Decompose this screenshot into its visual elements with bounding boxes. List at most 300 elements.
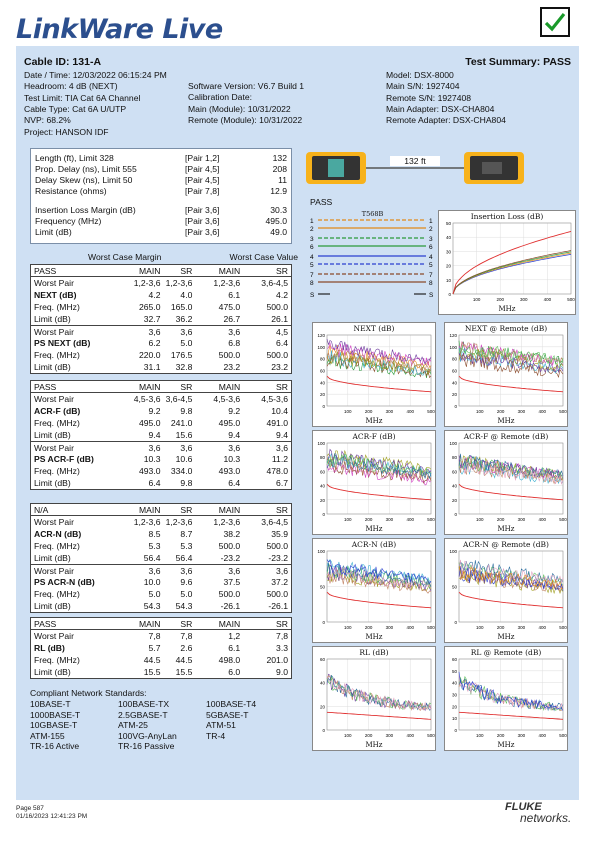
table-cell: 54.3 (143, 601, 161, 611)
plot-ytick: 40 (451, 380, 457, 386)
summary-value: 49.0 (270, 227, 287, 237)
table-cell: -26.1 (268, 601, 288, 611)
standard-item: ATM-51 (206, 720, 236, 730)
table-cell: 10.4 (271, 406, 288, 416)
table-row (31, 564, 291, 576)
standard-item: 100BASE-T4 (206, 699, 257, 709)
plot-ytick: 20 (319, 392, 325, 398)
summary-row (35, 164, 287, 175)
table-cell: 4.0 (180, 290, 193, 300)
standard-item: TR-16 Active (30, 741, 80, 751)
plot-xtick: 400 (406, 625, 414, 630)
summary-value: 132 (272, 153, 287, 163)
plot-xlabel: MHz (365, 633, 383, 641)
plot-xtick: 100 (476, 733, 484, 738)
table-cell: Limit (dB) (34, 553, 71, 563)
table-cell: 265.0 (138, 302, 161, 312)
plot-xtick: 100 (344, 733, 352, 738)
header-middle-line: Remote (Module): 10/31/2022 (188, 114, 303, 125)
plot-ytick: 0 (454, 620, 457, 625)
summary-pair: [Pair 1,2] (185, 153, 220, 163)
table-cell: 5.7 (148, 643, 161, 653)
plot-xtick: 500 (559, 733, 567, 738)
summary-value: 208 (272, 164, 287, 174)
table-row (31, 277, 291, 289)
plot-title: NEXT @ Remote (dB) (464, 324, 548, 333)
plot-ytick: 80 (319, 455, 325, 461)
wiremap-pin-right: 3 (429, 236, 433, 243)
summary-value: 12.9 (270, 186, 287, 196)
standard-item: 2.5GBASE-T (118, 709, 168, 720)
table-cell: 500.0 (218, 350, 241, 360)
table-header-cell: SR (276, 505, 288, 515)
table-header-cell: MAIN (218, 505, 241, 515)
table-cell: Freq. (MHz) (34, 589, 80, 599)
results-table (30, 264, 292, 374)
table-header-cell: PASS (34, 382, 57, 392)
table-cell: 3,6 (276, 566, 288, 576)
table-cell: 5.0 (180, 338, 193, 348)
wiremap-pin-right: 2 (429, 226, 433, 233)
plot-trace (327, 674, 431, 710)
header-middle-line: Calibration Date: (188, 92, 253, 103)
plot-ytick: 20 (451, 392, 457, 398)
plot-xtick: 400 (406, 517, 414, 522)
plot-xtick: 300 (517, 517, 526, 522)
table-row (31, 540, 291, 552)
plot-limit-line (327, 592, 431, 608)
plot-trace (453, 253, 571, 294)
table-cell: 491.0 (266, 418, 288, 428)
table-cell: 500.0 (266, 350, 288, 360)
table-row (31, 393, 291, 405)
table-header-cell: MAIN (218, 619, 241, 629)
plot-xtick: 200 (496, 517, 505, 522)
summary-pair: [Pair 4,5] (185, 175, 220, 185)
table-cell: 7,8 (180, 631, 193, 641)
header-right-line: Main S/N: 1927404 (386, 81, 460, 92)
plot-ytick: 0 (322, 620, 325, 625)
plot-ytick: 60 (451, 368, 457, 374)
table-cell: 5.3 (148, 541, 161, 551)
table-cell: 495.0 (138, 418, 161, 428)
header-middle-line: Main (Module): 10/31/2022 (188, 103, 291, 114)
table-header-cell: SR (276, 619, 288, 629)
plot-xtick: 500 (559, 625, 567, 630)
table-cell: 500.0 (266, 589, 288, 599)
table-cell: Limit (dB) (34, 601, 71, 611)
table-header-cell: PASS (34, 619, 57, 629)
table-cell: 15.6 (175, 430, 193, 440)
plot-ytick: 0 (448, 292, 451, 297)
plot-xlabel: MHz (365, 417, 383, 425)
table-row (31, 588, 291, 600)
table-cell: 334.0 (170, 466, 193, 476)
table-cell: 201.0 (266, 655, 288, 665)
table-cell: Limit (dB) (34, 362, 71, 372)
plot-ytick: 20 (319, 497, 325, 503)
table-cell: 6.7 (276, 478, 288, 488)
wiremap-pin-left: 4 (310, 254, 314, 261)
table-row (31, 349, 291, 361)
plot-xtick: 300 (517, 409, 526, 414)
table-cell: 6.0 (228, 667, 241, 677)
table-header-cell: SR (180, 619, 193, 629)
table-cell: 6.4 (276, 338, 288, 348)
table-cell: 4,5 (276, 327, 288, 337)
plot-ytick: 0 (454, 512, 457, 517)
plot-ytick: 0 (322, 404, 325, 409)
table-cell: 9.6 (180, 577, 193, 587)
plot-xtick: 100 (344, 625, 352, 630)
standards (30, 688, 292, 752)
table-cell: -26.1 (220, 601, 241, 611)
table-row (31, 289, 291, 301)
table-cell: 5.0 (180, 589, 193, 599)
wiremap-pin-right: 1 (429, 218, 433, 225)
table-cell: 3,6 (228, 566, 241, 576)
standard-item: 5GBASE-T (206, 709, 249, 720)
table-cell: 32.8 (175, 362, 193, 372)
table-cell: 3,6 (228, 327, 241, 337)
table-row (31, 516, 291, 528)
plot-ytick: 80 (319, 356, 325, 362)
plot-ytick: 40 (319, 483, 325, 489)
plot-ytick: 120 (449, 333, 457, 338)
table-cell: 4.2 (276, 290, 288, 300)
table-cell: 1,2-3,6 (213, 517, 241, 527)
plot-title: ACR-N @ Remote (dB) (463, 540, 549, 549)
plot-xtick: 300 (517, 733, 526, 738)
plot-limit-line (327, 484, 431, 500)
standard-item: 10BASE-T (30, 699, 71, 709)
header-middle-line: Software Version: V6.7 Build 1 (188, 81, 305, 91)
summary-box (30, 148, 292, 244)
table-cell: NEXT (dB) (34, 290, 77, 300)
table-cell: 5.3 (180, 541, 193, 551)
plot-ytick: 80 (451, 455, 457, 461)
plot-xtick: 200 (496, 625, 505, 630)
table-header (31, 381, 291, 393)
footer-date: 01/16/2023 12:41:23 PM (16, 813, 88, 820)
table-row (31, 453, 291, 465)
plot-8 (444, 646, 568, 751)
table-cell: 36.2 (175, 314, 193, 324)
table-cell: 3,6 (228, 443, 241, 453)
table-cell: 23.2 (223, 362, 241, 372)
table-cell: 1,2-3,6 (165, 278, 193, 288)
table-header-cell: PASS (34, 266, 57, 276)
plot-3 (312, 430, 436, 535)
summary-pair: [Pair 3,6] (185, 205, 220, 215)
plot-0 (438, 210, 576, 315)
table-header-cell: SR (180, 505, 193, 515)
wiremap-pin-right: 8 (429, 280, 433, 287)
table-cell: -23.2 (268, 553, 288, 563)
table-cell: 9.8 (180, 406, 193, 416)
table-row (31, 405, 291, 417)
table-cell: 3,6 (180, 566, 193, 576)
plot-ytick: 50 (451, 584, 457, 590)
standard-item: 1000BASE-T (30, 709, 81, 720)
test-summary: Test Summary: PASS (465, 56, 571, 68)
summary-label: Delay Skew (ns), Limit 50 (35, 175, 133, 185)
table-cell: 4.2 (148, 290, 161, 300)
table-cell: Freq. (MHz) (34, 655, 80, 665)
summary-pair: [Pair 7,8] (185, 186, 220, 196)
standard-item: TR-16 Passive (118, 741, 175, 751)
plot-xtick: 300 (385, 409, 394, 414)
table-cell: 1,2-3,6 (165, 517, 193, 527)
plot-ytick: 30 (445, 249, 451, 255)
table-header (31, 618, 291, 630)
plot-4 (444, 430, 568, 535)
plot-ytick: 20 (445, 263, 451, 269)
cable-id: Cable ID: 131-A (24, 56, 102, 68)
table-cell: 5.0 (148, 589, 161, 599)
table-cell: Limit (dB) (34, 667, 71, 677)
plot-xtick: 400 (538, 409, 546, 414)
plot-xtick: 400 (538, 625, 546, 630)
plot-ytick: 20 (319, 704, 325, 710)
plot-trace (453, 252, 571, 294)
table-row (31, 477, 291, 489)
table-cell: 56.4 (143, 553, 161, 563)
plot-xtick: 400 (538, 733, 546, 738)
table-cell: 10.3 (223, 454, 241, 464)
plot-xtick: 300 (385, 517, 394, 522)
plot-xlabel: MHz (498, 305, 516, 313)
table-cell: -23.2 (220, 553, 241, 563)
plot-ytick: 100 (317, 549, 325, 554)
wiremap-pin-left: 3 (310, 236, 314, 243)
cable-length: 132 ft (390, 156, 440, 166)
table-cell: 3.3 (276, 643, 288, 653)
plot-ytick: 100 (449, 549, 457, 554)
table-cell: 7,8 (148, 631, 161, 641)
table-header-cell: SR (180, 266, 193, 276)
header-left-line: NVP: 68.2% (24, 115, 71, 126)
plot-trace (327, 676, 431, 711)
table-cell: 495.0 (218, 418, 241, 428)
plot-ytick: 10 (445, 277, 451, 283)
checkmark-icon (540, 7, 570, 37)
table-row (31, 642, 291, 654)
summary-row (35, 205, 287, 216)
wiremap-pin-left: 5 (310, 262, 314, 269)
plot-xtick: 200 (364, 733, 373, 738)
plot-xtick: 500 (559, 517, 567, 522)
wiremap-pin-right: 7 (429, 272, 433, 279)
summary-label: Resistance (ohms) (35, 186, 107, 196)
table-cell: PS NEXT (dB) (34, 338, 91, 348)
plot-xlabel: MHz (365, 741, 383, 749)
plot-xlabel: MHz (497, 741, 515, 749)
wiremap-pin-left: 6 (310, 244, 314, 251)
table-cell: 500.0 (218, 589, 241, 599)
table-row (31, 552, 291, 564)
plot-xtick: 500 (427, 625, 435, 630)
table-cell: 4,5-3,6 (213, 394, 241, 404)
table-cell: 1,2-3,6 (133, 278, 161, 288)
plot-ytick: 50 (319, 584, 325, 590)
table-cell: 1,2-3,6 (133, 517, 161, 527)
wiremap-pin-left: 1 (310, 218, 314, 225)
table-cell: 3,6-4,5 (261, 517, 288, 527)
table-cell: 23.2 (271, 362, 288, 372)
table-cell: 220.0 (138, 350, 161, 360)
plot-ytick: 100 (449, 441, 457, 446)
table-cell: 493.0 (138, 466, 161, 476)
table-cell: 3,6 (148, 327, 161, 337)
table-cell: Freq. (MHz) (34, 541, 80, 551)
table-cell: Freq. (MHz) (34, 302, 80, 312)
plot-xtick: 500 (427, 733, 435, 738)
link-diagram (306, 148, 576, 188)
plot-xlabel: MHz (497, 633, 515, 641)
standard-item: ATM-25 (118, 720, 148, 730)
plot-xtick: 100 (476, 409, 484, 414)
header-right-line: Model: DSX-8000 (386, 70, 454, 80)
table-row (31, 337, 291, 349)
plot-ytick: 20 (451, 704, 457, 710)
table-cell: Worst Pair (34, 278, 74, 288)
plot-xlabel: MHz (497, 417, 515, 425)
table-cell: Worst Pair (34, 631, 74, 641)
plot-title: NEXT (dB) (353, 324, 395, 333)
header-left-line: Project: HANSON IDF (24, 126, 109, 137)
plot-ytick: 50 (451, 668, 457, 674)
worst-case-headers (88, 252, 298, 262)
table-cell: PS ACR-N (dB) (34, 577, 95, 587)
plot-ytick: 0 (454, 404, 457, 409)
plot-xtick: 100 (472, 297, 481, 302)
plot-ytick: 60 (319, 657, 325, 662)
table-cell: 8.5 (148, 529, 161, 539)
plot-xtick: 400 (538, 517, 546, 522)
wiremap-pin-left: 7 (310, 272, 314, 279)
table-row (31, 325, 291, 337)
plot-title: ACR-N (dB) (351, 540, 397, 549)
header-left-line: Headroom: 4 dB (NEXT) (24, 81, 118, 92)
table-cell: Limit (dB) (34, 430, 71, 440)
table-row (31, 465, 291, 477)
table-cell: 475.0 (218, 302, 241, 312)
table-cell: 500.0 (266, 541, 288, 551)
plot-xtick: 100 (344, 517, 352, 522)
plot-ytick: 30 (451, 692, 457, 698)
table-cell: 8.7 (180, 529, 193, 539)
summary-row (35, 216, 287, 227)
plot-ytick: 0 (454, 728, 457, 733)
table-cell: 9.4 (228, 430, 241, 440)
table-cell: 9.4 (276, 430, 288, 440)
table-cell: 2.6 (180, 643, 193, 653)
plot-ytick: 120 (317, 333, 325, 338)
plot-limit-line (459, 484, 563, 500)
table-header-cell: SR (180, 382, 193, 392)
summary-row (35, 186, 287, 197)
plot-xtick: 300 (385, 625, 394, 630)
report-header (16, 50, 579, 142)
table-cell: 7,8 (276, 631, 288, 641)
plot-trace (459, 676, 563, 711)
table-cell: 37.5 (223, 577, 241, 587)
table-cell: 500.0 (266, 302, 288, 312)
standard-item: TR-4 (206, 730, 226, 741)
wiremap-pin-right: S (429, 292, 434, 299)
plot-2 (444, 322, 568, 427)
plot-ytick: 100 (317, 344, 325, 350)
header-left-line: Date / Time: 12/03/2022 06:15:24 PM (24, 70, 167, 80)
plot-xtick: 500 (567, 297, 575, 302)
results-table (30, 380, 292, 490)
plot-xtick: 100 (476, 625, 484, 630)
plot-xtick: 200 (364, 625, 373, 630)
plot-xtick: 500 (427, 517, 435, 522)
table-cell: 15.5 (143, 667, 161, 677)
standards-title: Compliant Network Standards: (30, 688, 147, 698)
table-cell: 31.1 (143, 362, 161, 372)
header-right-line: Remote Adapter: DSX-CHA804 (386, 115, 506, 126)
plot-xtick: 100 (476, 517, 484, 522)
summary-label: Prop. Delay (ns), Limit 555 (35, 164, 137, 174)
standard-item: 10GBASE-T (30, 720, 78, 730)
table-row (31, 301, 291, 313)
plot-xtick: 400 (406, 733, 414, 738)
table-cell: 44.5 (143, 655, 161, 665)
table-cell: Freq. (MHz) (34, 418, 80, 428)
table-cell: 241.0 (170, 418, 193, 428)
plot-ytick: 40 (445, 235, 451, 241)
plot-ytick: 40 (319, 380, 325, 386)
table-cell: ACR-N (dB) (34, 529, 82, 539)
summary-row (35, 153, 287, 164)
results-table (30, 503, 292, 613)
plot-title: ACR-F @ Remote (dB) (463, 432, 549, 441)
table-cell: Limit (dB) (34, 314, 71, 324)
plot-ytick: 100 (317, 441, 325, 446)
plot-ytick: 60 (451, 469, 457, 475)
table-header-cell: SR (276, 382, 288, 392)
summary-value: 11 (278, 175, 287, 185)
table-cell: 1,2 (228, 631, 241, 641)
plot-xtick: 500 (559, 409, 567, 414)
table-cell: Freq. (MHz) (34, 466, 80, 476)
plot-xtick: 200 (496, 297, 504, 302)
standard-item: 100VG-AnyLan (118, 730, 177, 741)
plot-xtick: 200 (364, 409, 373, 414)
standard-item: ATM-155 (30, 730, 65, 741)
table-header-cell: MAIN (139, 505, 161, 515)
summary-pair: [Pair 4,5] (185, 164, 220, 174)
table-cell: 26.7 (223, 314, 241, 324)
summary-label: Limit (dB) (35, 227, 72, 237)
plot-xtick: 300 (385, 733, 394, 738)
plot-trace (453, 254, 571, 294)
summary-pair: [Pair 3,6] (185, 216, 220, 226)
table-row (31, 528, 291, 540)
plot-ytick: 100 (449, 344, 457, 350)
plot-ytick: 0 (322, 728, 325, 733)
plot-xlabel: MHz (497, 525, 515, 533)
table-cell: 32.7 (143, 314, 161, 324)
table-cell: 15.5 (175, 667, 193, 677)
wiremap-pin-left: S (310, 292, 315, 299)
plot-ytick: 0 (322, 512, 325, 517)
plot-title: RL (dB) (359, 648, 389, 657)
table-cell: 498.0 (218, 655, 241, 665)
